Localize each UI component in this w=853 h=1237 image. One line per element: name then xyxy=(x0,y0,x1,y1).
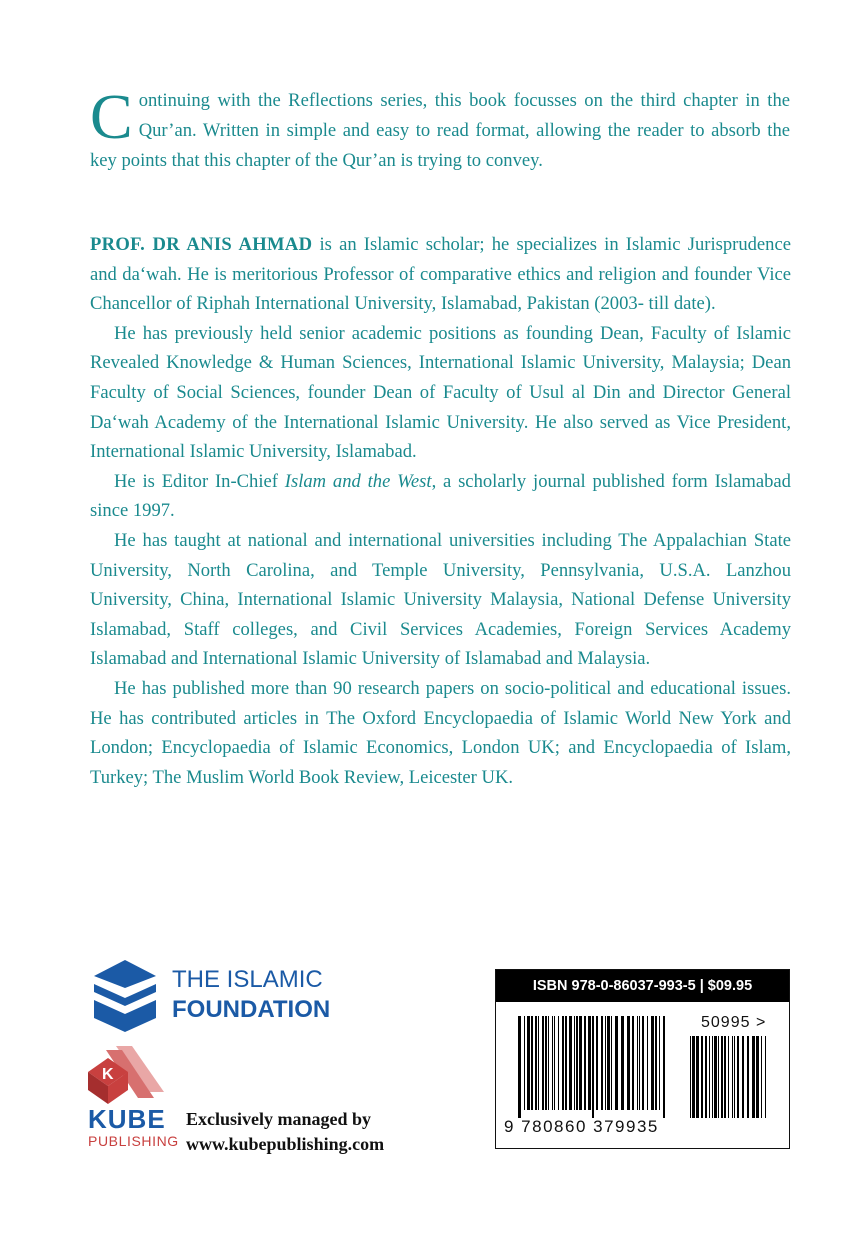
barcode-bar xyxy=(548,1016,549,1110)
barcode-bar xyxy=(724,1036,726,1118)
managed-by xyxy=(186,1107,384,1157)
barcode-bar xyxy=(721,1036,723,1118)
barcode-bar xyxy=(705,1036,707,1118)
barcode-bar xyxy=(734,1036,735,1118)
kube-name: KUBE xyxy=(88,1104,166,1134)
barcode-bar xyxy=(527,1016,530,1110)
bio-p1-text: is an Islamic scholar; he specializes in Islamic Jurisprudence and da‘wah. He is meritorious Professor of comparative ethics and religion and founder Vice Chancellor of Riphah International University, Islamabad, Pakistan (2003- till date). xyxy=(90,234,791,315)
barcode-bar xyxy=(545,1016,547,1110)
barcode-bar xyxy=(605,1016,606,1110)
bio-p3-after: , a scholarly journal published form Islamabad since 1997. xyxy=(90,470,791,522)
barcode-bar xyxy=(576,1016,578,1110)
barcode-bar xyxy=(558,1016,559,1110)
barcode-bar xyxy=(531,1016,533,1110)
bio-paragraph-1 xyxy=(90,230,791,319)
bio-paragraph-3 xyxy=(90,467,791,526)
barcode-bar xyxy=(524,1016,525,1110)
islamic-foundation-line1: THE ISLAMIC xyxy=(172,966,323,993)
barcode-bar xyxy=(542,1016,544,1110)
barcode-bar xyxy=(538,1016,539,1110)
barcode-bar xyxy=(732,1036,733,1118)
barcode-bar xyxy=(579,1016,582,1110)
barcode-bar xyxy=(642,1016,644,1110)
drop-cap: C xyxy=(90,81,133,152)
barcode-bar xyxy=(655,1016,657,1110)
barcode-bar xyxy=(714,1036,717,1118)
barcode-bar xyxy=(596,1016,598,1110)
isbn-price-label: ISBN 978-0-86037-993-5 | $09.95 xyxy=(496,970,789,1002)
managed-url[interactable]: www.kubepublishing.com xyxy=(186,1134,385,1154)
barcode-bar xyxy=(692,1036,695,1118)
managed-line1: Exclusively managed by xyxy=(186,1109,372,1129)
barcode-bar xyxy=(565,1016,567,1110)
kube-logo-letter: K xyxy=(102,1066,114,1083)
barcode-bar xyxy=(607,1016,610,1110)
barcode-bar xyxy=(663,1016,665,1118)
barcode-bar xyxy=(584,1016,586,1110)
barcode-bar xyxy=(659,1016,660,1110)
barcode-bar xyxy=(592,1016,594,1118)
islamic-foundation-line2: FOUNDATION xyxy=(172,996,331,1023)
barcode-bar xyxy=(601,1016,603,1110)
barcode-bar xyxy=(752,1036,755,1118)
barcode-bar xyxy=(562,1016,564,1110)
author-name: PROF. DR ANIS AHMAD xyxy=(90,234,313,255)
barcode-bar xyxy=(588,1016,591,1110)
barcode-bar xyxy=(718,1036,719,1118)
barcode-bar xyxy=(621,1016,624,1110)
barcode-bar xyxy=(728,1036,729,1118)
author-bio xyxy=(90,230,791,792)
kube-subtitle: PUBLISHING xyxy=(88,1133,179,1149)
barcode-bar xyxy=(639,1016,640,1110)
barcode-bar xyxy=(627,1016,630,1110)
addon-barcode-bars xyxy=(690,1036,766,1118)
kube-logo-icon xyxy=(86,1044,170,1106)
islamic-foundation-logo-icon xyxy=(90,958,160,1032)
barcode-bar xyxy=(765,1036,766,1118)
barcode-bar xyxy=(690,1036,691,1118)
bio-paragraph-4: He has taught at national and international universities including The Appalachian State University, North Carolina, and Temple University, Pennsylvania, U.S.A. Lanzhou University, China, International Islamic University Malaysia, National Defense University Islamabad, Staff colleges, and Civil Services Academies, Foreign Services Academy Islamabad and International Islamic University of Islamabad and Malaysia. xyxy=(90,529,791,670)
bio-p3-before: He is Editor In-Chief xyxy=(114,470,285,492)
barcode-bar xyxy=(761,1036,762,1118)
barcode-bar xyxy=(712,1036,713,1118)
ean-number: 9 780860 379935 xyxy=(504,1117,659,1136)
barcode-bar xyxy=(651,1016,654,1110)
barcode-bar xyxy=(742,1036,744,1118)
barcode-bar xyxy=(696,1036,699,1118)
journal-title: Islam and the West xyxy=(284,470,432,492)
barcode-bar xyxy=(569,1016,572,1110)
intro-text: ontinuing with the Reflections series, this book focusses on the third chapter in the Qur’an. Written in simple and easy to read format, allowing the reader to absorb the key points that this chapter of the Qur’an is trying to convey. xyxy=(90,90,790,171)
barcode-bar xyxy=(632,1016,634,1110)
bio-paragraph-5: He has published more than 90 research papers on socio-political and educational issues. He has contributed articles in The Oxford Encyclopaedia of Islamic World New York and London; Encyclopaedia of Islamic Economics, London UK; and Encyclopaedia of Islam, Turkey; The Muslim World Book Review, Leicester UK. xyxy=(90,677,791,788)
barcode-bar xyxy=(701,1036,703,1118)
barcode-bar xyxy=(552,1016,553,1110)
barcode-bar xyxy=(737,1036,739,1118)
barcode-bar xyxy=(615,1016,618,1110)
islamic-foundation-wordmark xyxy=(172,965,330,1025)
intro-paragraph xyxy=(90,81,790,176)
addon-number: 50995 > xyxy=(701,1014,767,1031)
barcode-bar xyxy=(554,1016,555,1110)
barcode-bar xyxy=(637,1016,638,1110)
barcode-bar xyxy=(647,1016,648,1110)
barcode-bar xyxy=(574,1016,575,1110)
barcode-bar xyxy=(535,1016,537,1110)
barcode-bar xyxy=(611,1016,612,1110)
bio-paragraph-2: He has previously held senior academic positions as founding Dean, Faculty of Islamic Revealed Knowledge & Human Sciences, International Islamic University, Malaysia; Dean Faculty of Social Sciences, founder Dean of Faculty of Usul al Din and Director General Da‘wah Academy of the International Islamic University. He also served as Vice President, International Islamic University, Islamabad. xyxy=(90,322,791,463)
barcode-bar xyxy=(756,1036,759,1118)
barcode-bar xyxy=(747,1036,749,1118)
barcode-bar xyxy=(709,1036,710,1118)
barcode-bar xyxy=(518,1016,521,1118)
barcode-box xyxy=(495,969,790,1149)
main-barcode-bars xyxy=(518,1016,665,1118)
